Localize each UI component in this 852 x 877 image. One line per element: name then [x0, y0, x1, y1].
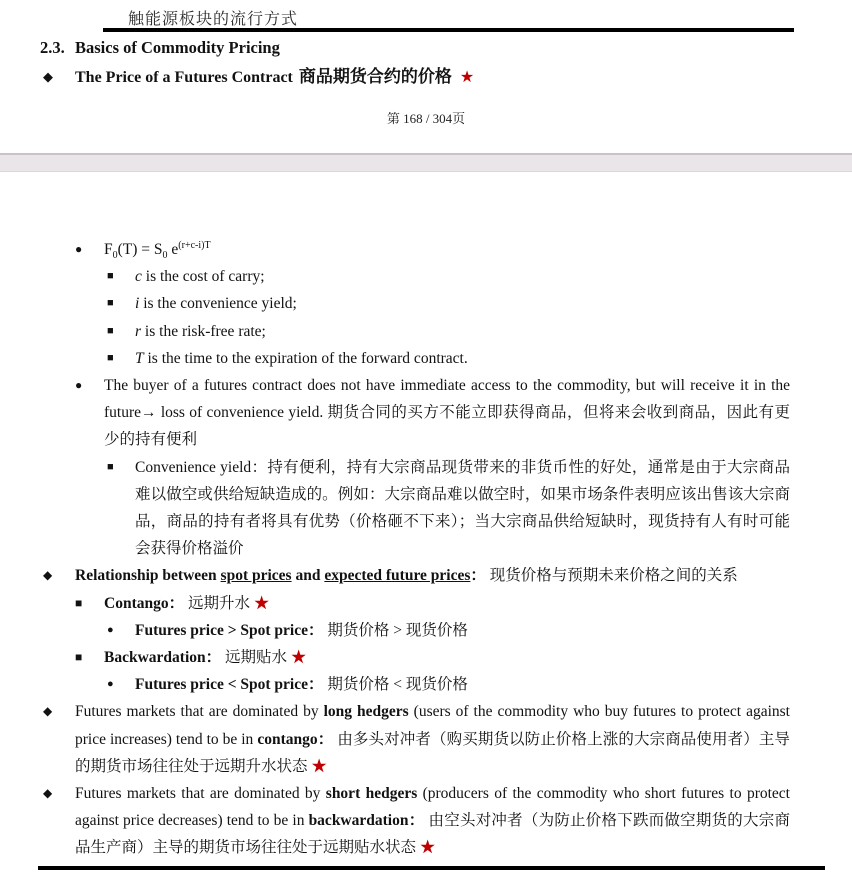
futures-lt-spot-item	[0, 671, 790, 698]
section-number: 2.3.	[40, 38, 65, 57]
backwardation-label: Backwardation：	[104, 649, 222, 667]
header-rule	[103, 28, 794, 32]
var-definition-i	[0, 290, 790, 317]
relationship-text: and	[291, 567, 325, 585]
star-icon: ★	[253, 594, 270, 612]
page-169-content-region	[0, 172, 852, 877]
square-bullet-icon: ■	[107, 324, 114, 337]
contango-zh: 远期升水	[184, 594, 254, 612]
var-definition-r	[0, 318, 790, 345]
expected-future-prices-underlined: expected future prices	[324, 567, 471, 585]
contango-item	[0, 590, 790, 617]
futures-gt-zh: 期货价格 > 现货价格	[323, 621, 468, 639]
topic-heading	[43, 62, 474, 87]
futures-gt-spot-item	[0, 617, 790, 644]
section-title: Basics of Commodity Pricing	[75, 38, 280, 57]
short-hedgers-paragraph	[0, 780, 790, 862]
contango-bold: contango：	[257, 730, 334, 748]
futures-gt-label: Futures price > Spot price：	[135, 621, 324, 639]
circle-bullet-icon: ●	[107, 678, 114, 691]
relationship-zh: 现货价格与预期未来价格之间的关系	[485, 567, 738, 585]
circle-bullet-icon: ●	[75, 242, 83, 256]
convenience-yield-paragraph	[0, 454, 790, 563]
page-168-footer-region	[0, 0, 852, 153]
section-heading	[40, 38, 280, 58]
page-number-indicator: 第 168 / 304页	[386, 111, 466, 126]
page-separator-bar	[0, 153, 852, 172]
long-hedgers-paragraph	[0, 698, 790, 780]
square-bullet-icon: ■	[107, 297, 114, 310]
star-icon: ★	[419, 839, 436, 857]
var-symbol: i	[135, 295, 140, 313]
short-hedgers-bold: short hedgers	[325, 785, 418, 803]
convenience-text: Convenience yield：持有便利，持有大宗商品现货带来的非货币性的好处，通常是由于大宗商品难以做空或供给短缺造成的。例如：大宗商品难以做空时，如果市场条件表明应该出售该大宗商品，商品的持有者将具有优势（价格砸不下来）；当大宗商品供给短缺时，现货持有人有时可能会获得价格溢价	[135, 458, 790, 558]
diamond-bullet-icon: ◆	[43, 786, 53, 801]
circle-bullet-icon: ●	[75, 378, 83, 393]
backwardation-zh: 远期贴水	[221, 649, 291, 667]
diamond-bullet-icon: ◆	[43, 704, 53, 719]
futures-lt-zh: 期货价格 < 现货价格	[323, 676, 468, 694]
relationship-text: Relationship between	[75, 567, 221, 585]
var-text: is the risk-free rate;	[141, 322, 266, 340]
var-text: is the convenience yield;	[139, 295, 297, 313]
long-hedgers-text: Futures markets that are dominated by	[75, 703, 324, 721]
relationship-colon: ：	[470, 567, 486, 585]
var-symbol: T	[135, 349, 144, 367]
page-header-title: 触能源板块的流行方式	[128, 11, 299, 28]
diamond-bullet-icon: ◆	[43, 568, 53, 583]
square-bullet-icon: ■	[107, 460, 114, 473]
short-hedgers-text: Futures markets that are dominated by	[75, 785, 326, 803]
backwardation-bold: backwardation：	[308, 812, 425, 830]
square-bullet-icon: ■	[75, 650, 83, 665]
long-hedgers-zh: 由多头对冲者（购买期货以防止价格上涨的大宗商品使用者）主导的期货市场往往处于远期升水状态	[75, 730, 790, 775]
formula-text: $F_0(T) = S_0$ $e^{(r+c-i)T}$	[104, 239, 211, 262]
relationship-heading	[0, 562, 790, 589]
square-bullet-icon: ■	[75, 595, 83, 610]
long-hedgers-text: (users of the commodity who buy futures to protect against price increases) tend to be in	[75, 703, 790, 748]
diamond-bullet-icon: ◆	[43, 69, 53, 84]
var-definition-T	[0, 345, 790, 372]
spot-prices-underlined: spot prices	[220, 567, 292, 585]
short-hedgers-text: (producers of the commodity who short futures to protect against price decreases) tend to be in	[75, 785, 790, 830]
var-text: is the cost of carry;	[141, 268, 265, 286]
square-bullet-icon: ■	[107, 270, 114, 283]
futures-lt-label: Futures price < Spot price：	[135, 676, 324, 694]
backwardation-item	[0, 644, 790, 671]
var-symbol: r	[135, 322, 142, 340]
formula-row	[0, 236, 790, 263]
star-icon: ★	[459, 69, 475, 86]
long-hedgers-bold: long hedgers	[323, 703, 409, 721]
var-definition-c	[0, 263, 790, 290]
topic-title-zh: 商品期货合约的价格	[298, 67, 452, 86]
var-symbol: c	[135, 268, 142, 286]
buyer-text: The buyer of a futures contract does not have immediate access to the commodity, but will receive it in the future→ loss of convenience yield. 期货合同的买方不能立即获得商品，但将来会收到商品，因此有更少的持有便利	[104, 377, 790, 449]
star-icon: ★	[290, 649, 307, 667]
star-icon: ★	[311, 757, 327, 775]
short-hedgers-zh: 由空头对冲者（为防止价格下跌而做空期货的大宗商品生产商）主导的期货市场往往处于远期贴水状态	[75, 812, 790, 857]
buyer-paragraph	[0, 372, 790, 454]
circle-bullet-icon: ●	[107, 623, 114, 636]
bottom-rule	[38, 866, 825, 870]
contango-label: Contango：	[104, 594, 185, 612]
square-bullet-icon: ■	[107, 351, 114, 364]
topic-title-en: The Price of a Futures Contract	[75, 69, 293, 86]
var-text: is the time to the expiration of the forward contract.	[143, 349, 468, 367]
